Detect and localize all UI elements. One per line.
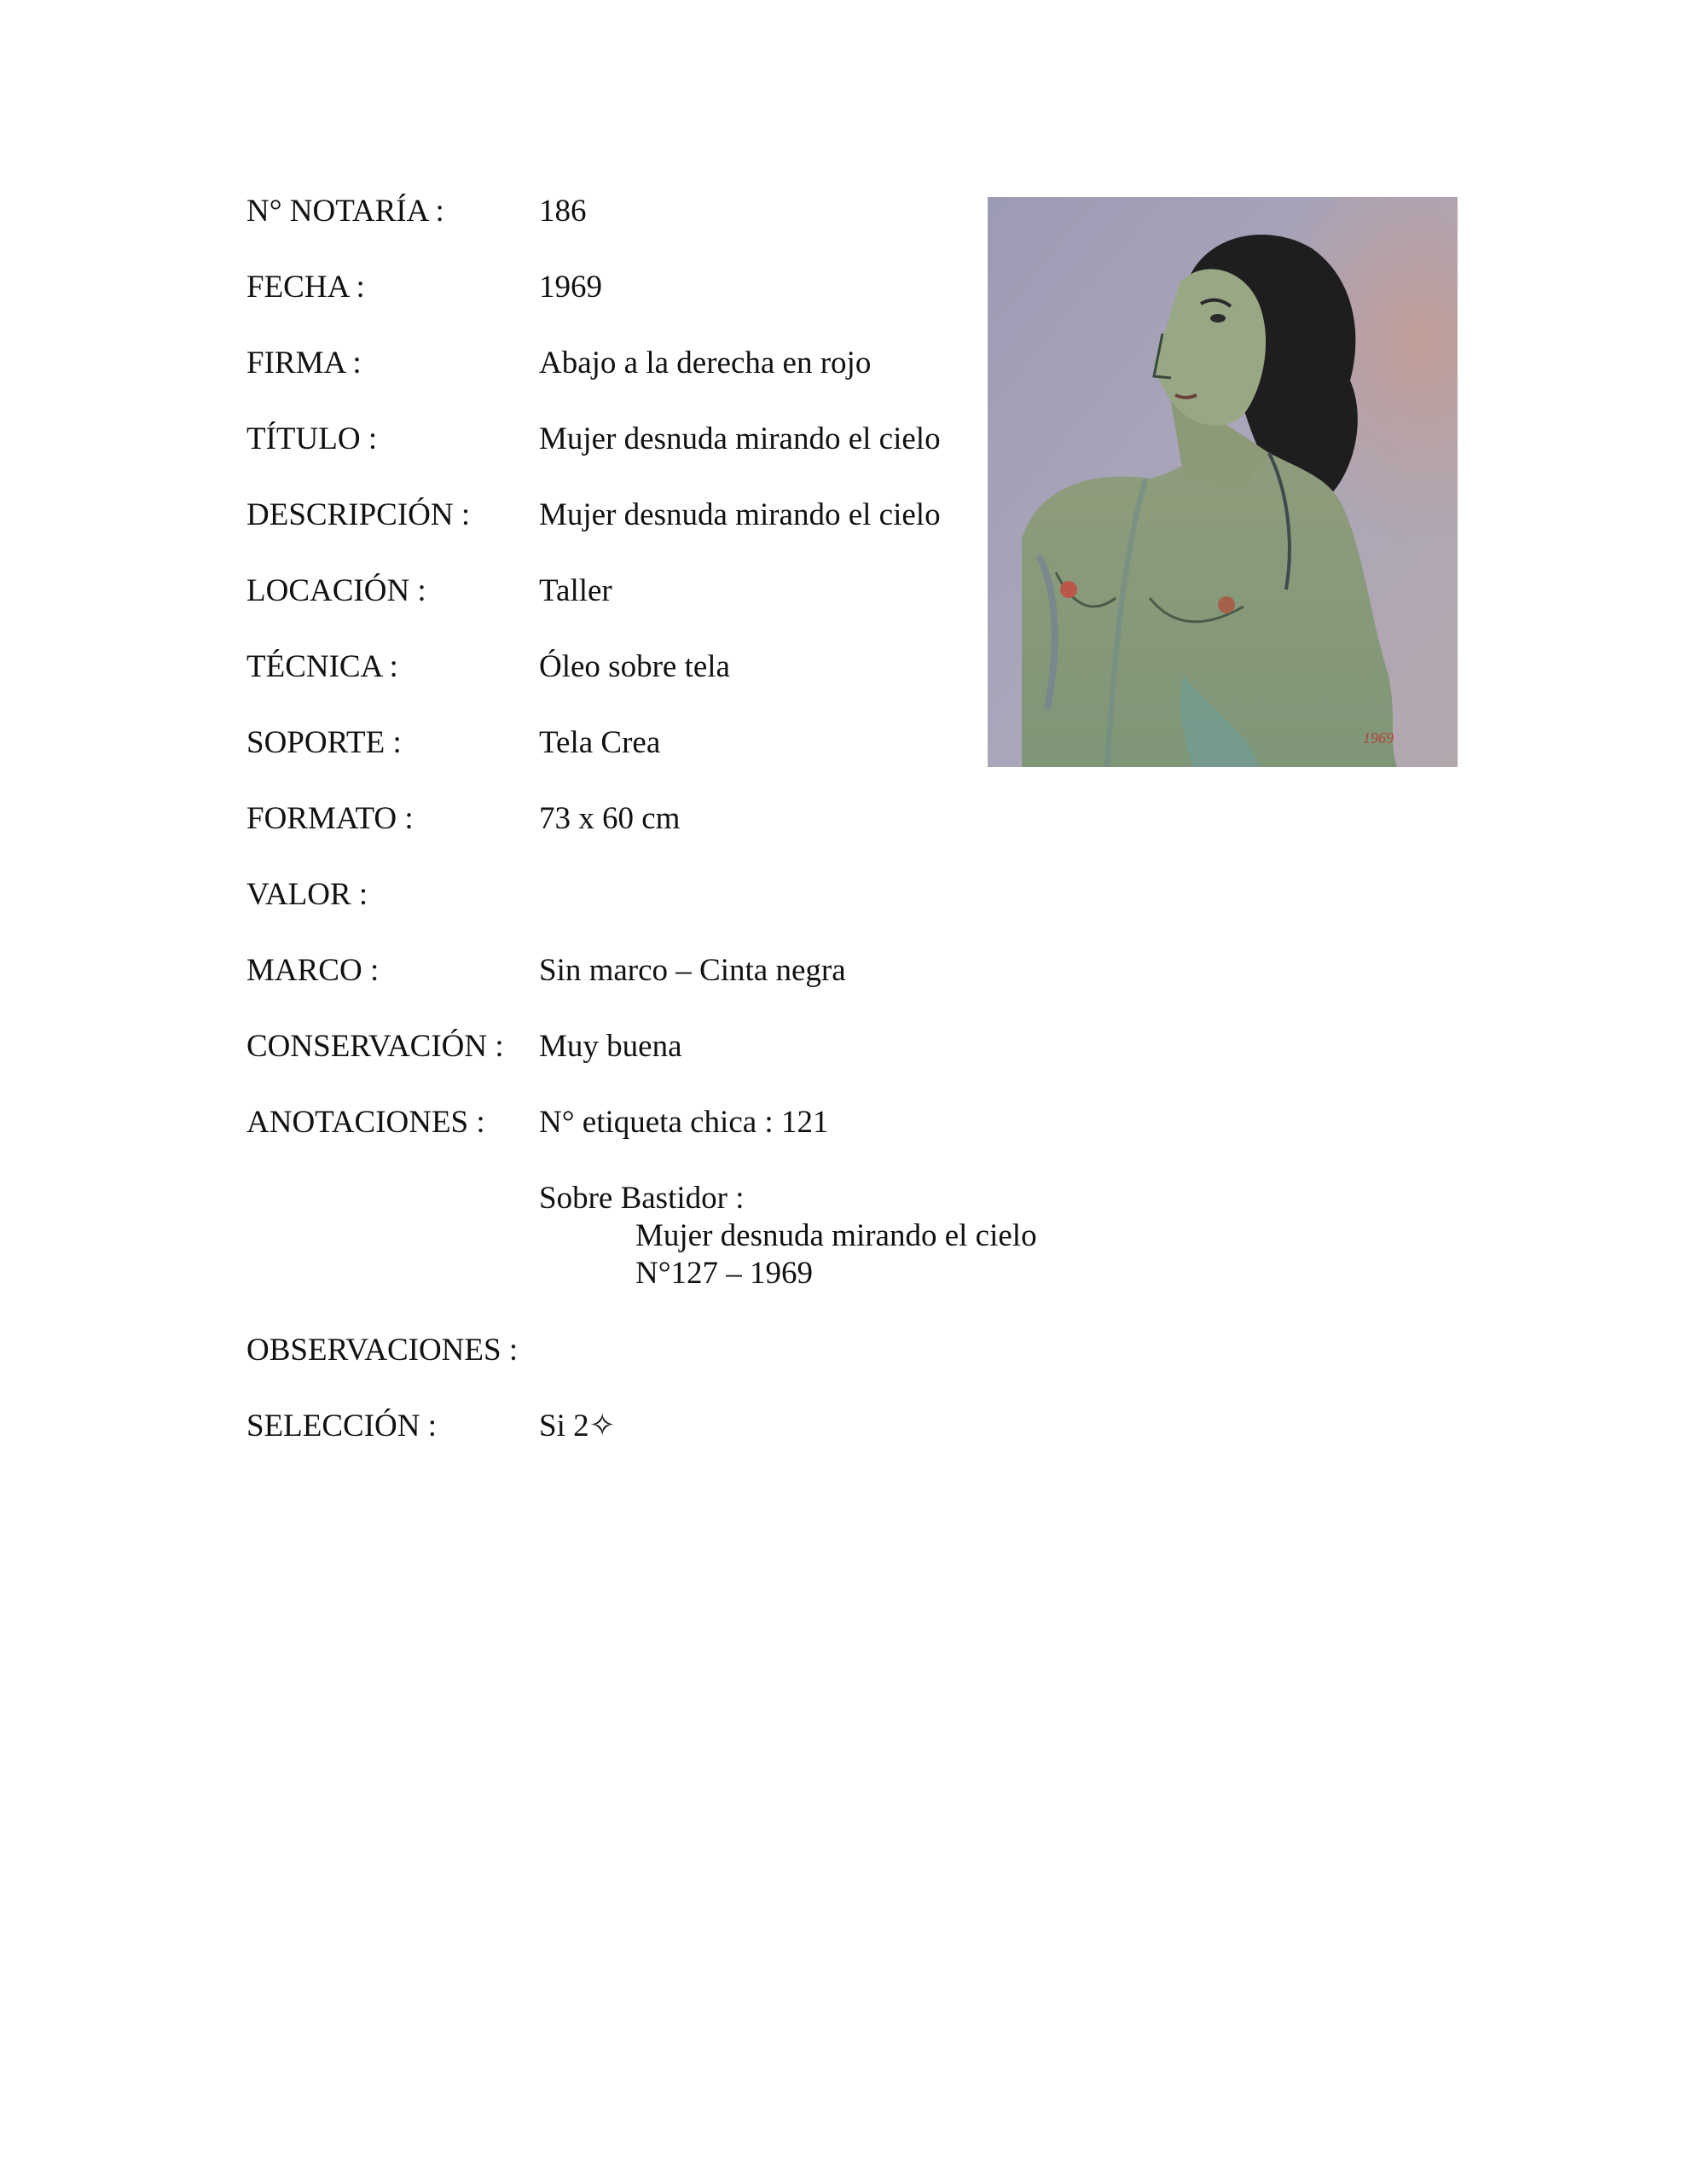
field-label: N° NOTARÍA : [246,194,444,229]
field-value: Abajo a la derecha en rojo [539,346,872,380]
field-value: Óleo sobre tela [539,649,730,684]
field-value: N° etiqueta chica : 121 [539,1105,829,1140]
field-value: Mujer desnuda mirando el cielo [539,421,941,456]
painting-canvas [988,197,1458,767]
nipple [1218,596,1235,613]
bastidor-line: Mujer desnuda mirando el cielo [635,1218,1037,1253]
field-label: OBSERVACIONES : [246,1333,519,1368]
bastidor-note [539,1180,1037,1292]
field-label: LOCACIÓN : [246,573,426,608]
field-value: Mujer desnuda mirando el cielo [539,497,941,532]
field-label: TÍTULO : [246,421,378,456]
bastidor-line: N°127 – 1969 [635,1256,814,1291]
bastidor-title: Sobre Bastidor : [539,1181,745,1216]
field-label: MARCO : [246,953,380,988]
field-label: ANOTACIONES : [246,1105,485,1140]
field-value: Sin marco – Cinta negra [539,953,846,988]
field-label: DESCRIPCIÓN : [246,497,471,532]
field-label: FECHA : [246,270,365,305]
field-value: Si 2✧ [539,1409,616,1443]
field-value: Taller [539,573,612,608]
field-value: Tela Crea [539,725,661,760]
field-label: SOPORTE : [246,725,402,760]
painting-signature: 1969 [1363,729,1394,746]
painting-image [988,197,1458,767]
field-value: 1969 [539,270,602,305]
field-label: FORMATO : [246,801,414,836]
field-label: FIRMA : [246,346,362,380]
field-label: VALOR : [246,877,368,912]
field-value: 73 x 60 cm [539,801,681,836]
field-label: SELECCIÓN : [246,1409,438,1443]
field-label: CONSERVACIÓN : [246,1029,504,1064]
field-value: 186 [539,194,587,229]
field-value: Muy buena [539,1029,682,1064]
nipple [1060,581,1077,598]
field-label: TÉCNICA : [246,649,398,684]
